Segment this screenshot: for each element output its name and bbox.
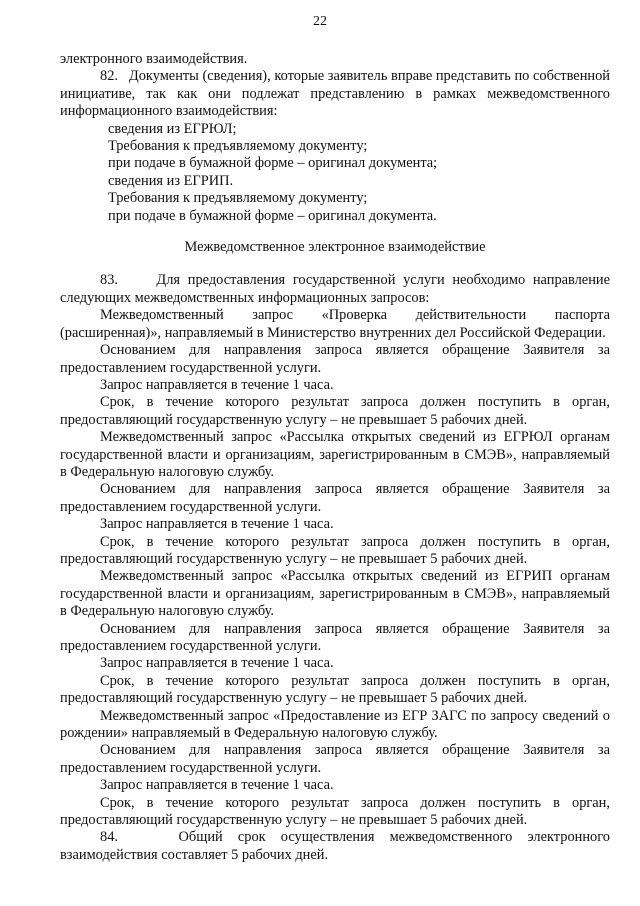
paragraph: Основанием для направления запроса является обращение Заявителя за предоставлением государственной услуги. — [60, 342, 610, 376]
paragraph: Запрос направляется в течение 1 часа. — [100, 655, 334, 672]
section-heading: Межведомственное электронное взаимодействие — [184, 239, 486, 256]
paragraph: Межведомственный запрос «Рассылка открытых сведений из ЕГРИП органам государственной власти и организациям, зарегистрированным в СМЭВ», направляемый в Федеральную налоговую службу. — [60, 568, 610, 620]
paragraph: Основанием для направления запроса является обращение Заявителя за предоставлением государственной услуги. — [60, 481, 610, 515]
list-item: Требования к предъявляемому документу; — [108, 190, 368, 207]
paragraph-continuation: электронного взаимодействия. — [60, 51, 248, 67]
paragraph: Межведомственный запрос «Рассылка открытых сведений из ЕГРЮЛ органам государственной власти и организациям, зарегистрированным в СМЭВ», направляемый в Федеральную налоговую службу. — [60, 429, 610, 480]
paragraph: Запрос направляется в течение 1 часа. — [100, 777, 334, 794]
list-item: при подаче в бумажной форме – оригинал документа. — [108, 207, 437, 224]
paragraph: Срок, в течение которого результат запроса должен поступить в орган, предоставляющий государственную услугу – не превышает 5 рабочих дней. — [60, 672, 610, 707]
list-item: Требования к предъявляемому документу; — [108, 138, 368, 155]
paragraph: Основанием для направления запроса является обращение Заявителя за предоставлением государственной услуги. — [60, 620, 610, 654]
page-number: 22 — [313, 14, 327, 29]
paragraph: Межведомственный запрос «Проверка действительности паспорта (расширенная)», направляемый в Министерство внутренних дел Российской Федерации. — [60, 307, 610, 341]
paragraph-82: 82. Документы (сведения), которые заявитель вправе представить по собственной инициативе, так как они подлежат представлению в рамках межведомственного информационного взаимодействия: — [60, 68, 610, 120]
list-item: сведения из ЕГРЮЛ; — [108, 120, 237, 137]
paragraph-83: 83. Для предоставления государственной услуги необходимо направление следующих межведомственных информационных запросов: — [60, 272, 610, 306]
documents-list — [60, 121, 610, 225]
paragraph: Запрос направляется в течение 1 часа. — [100, 516, 334, 533]
paragraph: Срок, в течение которого результат запроса должен поступить в орган, предоставляющий государственную услугу – не превышает 5 рабочих дней. — [60, 533, 610, 567]
paragraph: Запрос направляется в течение 1 часа. — [100, 376, 334, 393]
paragraph: Основанием для направления запроса является обращение Заявителя за предоставлением государственной услуги. — [60, 742, 610, 776]
list-item: сведения из ЕГРИП. — [108, 172, 234, 189]
paragraph-84: 84. Общий срок осуществления межведомственного электронного взаимодействия составляет 5 рабочих дней. — [60, 829, 610, 863]
document-body — [60, 51, 610, 864]
list-item: при подаче в бумажной форме – оригинал документа; — [108, 155, 438, 172]
paragraph: Срок, в течение которого результат запроса должен поступить в орган, предоставляющий государственную услугу – не превышает 5 рабочих дней. — [60, 794, 610, 829]
paragraph: Межведомственный запрос «Предоставление из ЕГР ЗАГС по запросу сведений о рождении» направляемый в Федеральную налоговую службу. — [60, 707, 610, 742]
paragraph: Срок, в течение которого результат запроса должен поступить в орган, предоставляющий государственную услугу – не превышает 5 рабочих дней. — [60, 394, 610, 428]
